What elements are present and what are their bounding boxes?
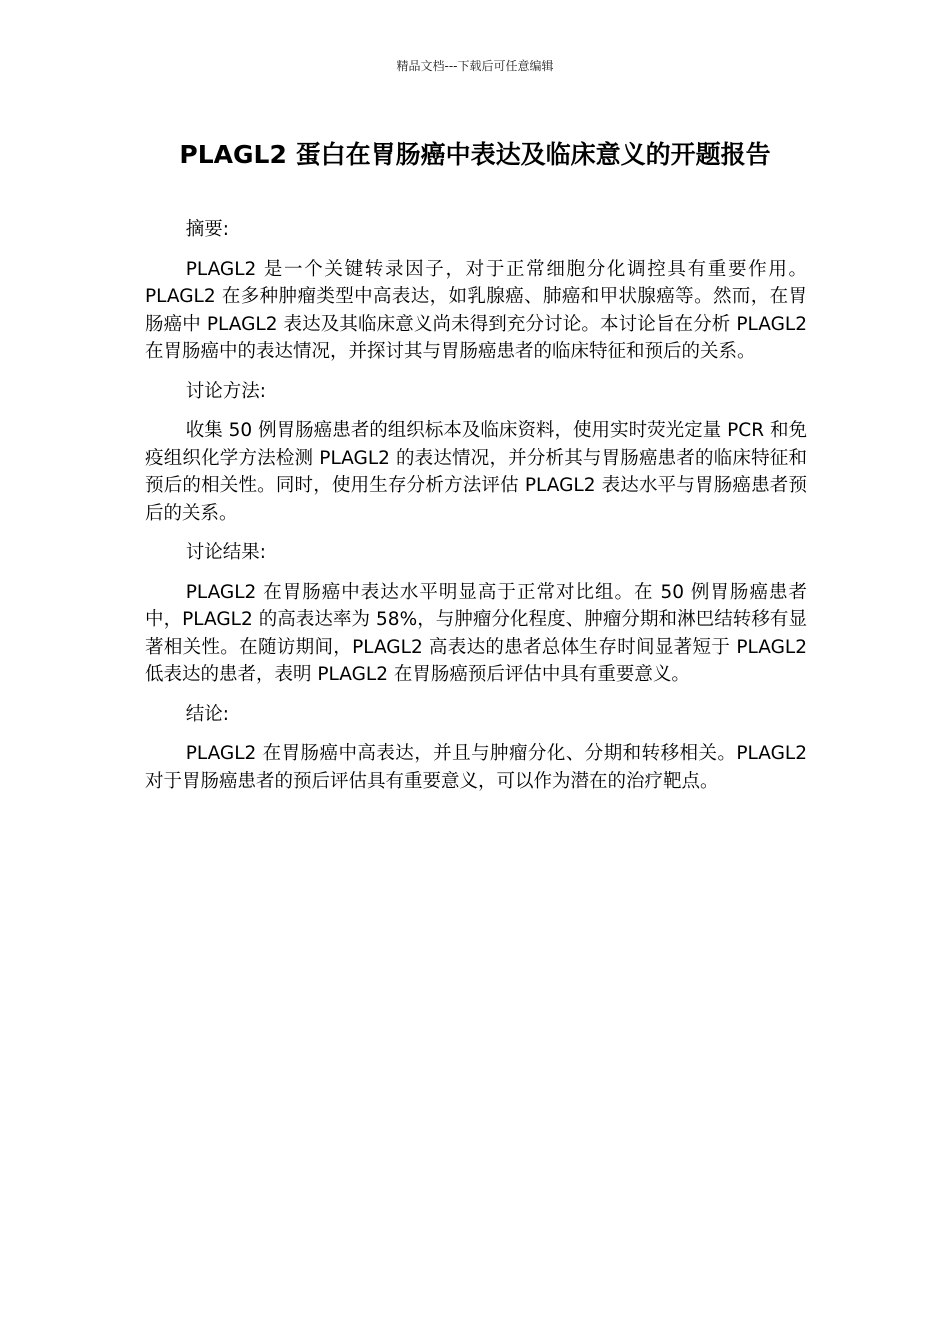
section-body-abstract: PLAGL2 是一个关键转录因子，对于正常细胞分化调控具有重要作用。PLAGL2 在多种肿瘤类型中高表达，如乳腺癌、肺癌和甲状腺癌等。然而，在胃肠癌中 PLAGL2 表达及其临床意义尚未得到充分讨论。本讨论旨在分析 PLAGL2 在胃肠癌中的表达情况，并探讨其与胃肠癌患者的临床特征和预后的关系。	[145, 258, 807, 362]
section-body-results: PLAGL2 在胃肠癌中表达水平明显高于正常对比组。在 50 例胃肠癌患者中，PLAGL2 的高表达率为 58%，与肿瘤分化程度、肿瘤分期和淋巴结转移有显著相关性。在随访期间，PLAGL2 高表达的患者总体生存时间显著短于 PLAGL2 低表达的患者，表明 PLAGL2 在胃肠癌预后评估中具有重要意义。	[145, 581, 807, 685]
document-body	[145, 216, 807, 807]
section-heading-abstract: 摘要:	[185, 219, 229, 240]
document-title: PLAGL2 蛋白在胃肠癌中表达及临床意义的开题报告	[179, 140, 771, 169]
section-heading-results: 讨论结果:	[185, 542, 266, 563]
section-body-conclusion: PLAGL2 在胃肠癌中高表达，并且与肿瘤分化、分期和转移相关。PLAGL2 对于胃肠癌患者的预后评估具有重要意义，可以作为潜在的治疗靶点。	[145, 743, 807, 792]
section-heading-conclusion: 结论:	[185, 703, 229, 725]
section-body-methods: 收集 50 例胃肠癌患者的组织标本及临床资料，使用实时荧光定量 PCR 和免疫组织化学方法检测 PLAGL2 的表达情况，并分析其与胃肠癌患者的临床特征和预后的相关性。同时，使用生存分析方法评估 PLAGL2 表达水平与胃肠癌患者预后的关系。	[145, 420, 807, 524]
header-note: 精品文档---下载后可任意编辑	[396, 59, 554, 73]
section-heading-methods: 讨论方法:	[185, 380, 266, 402]
